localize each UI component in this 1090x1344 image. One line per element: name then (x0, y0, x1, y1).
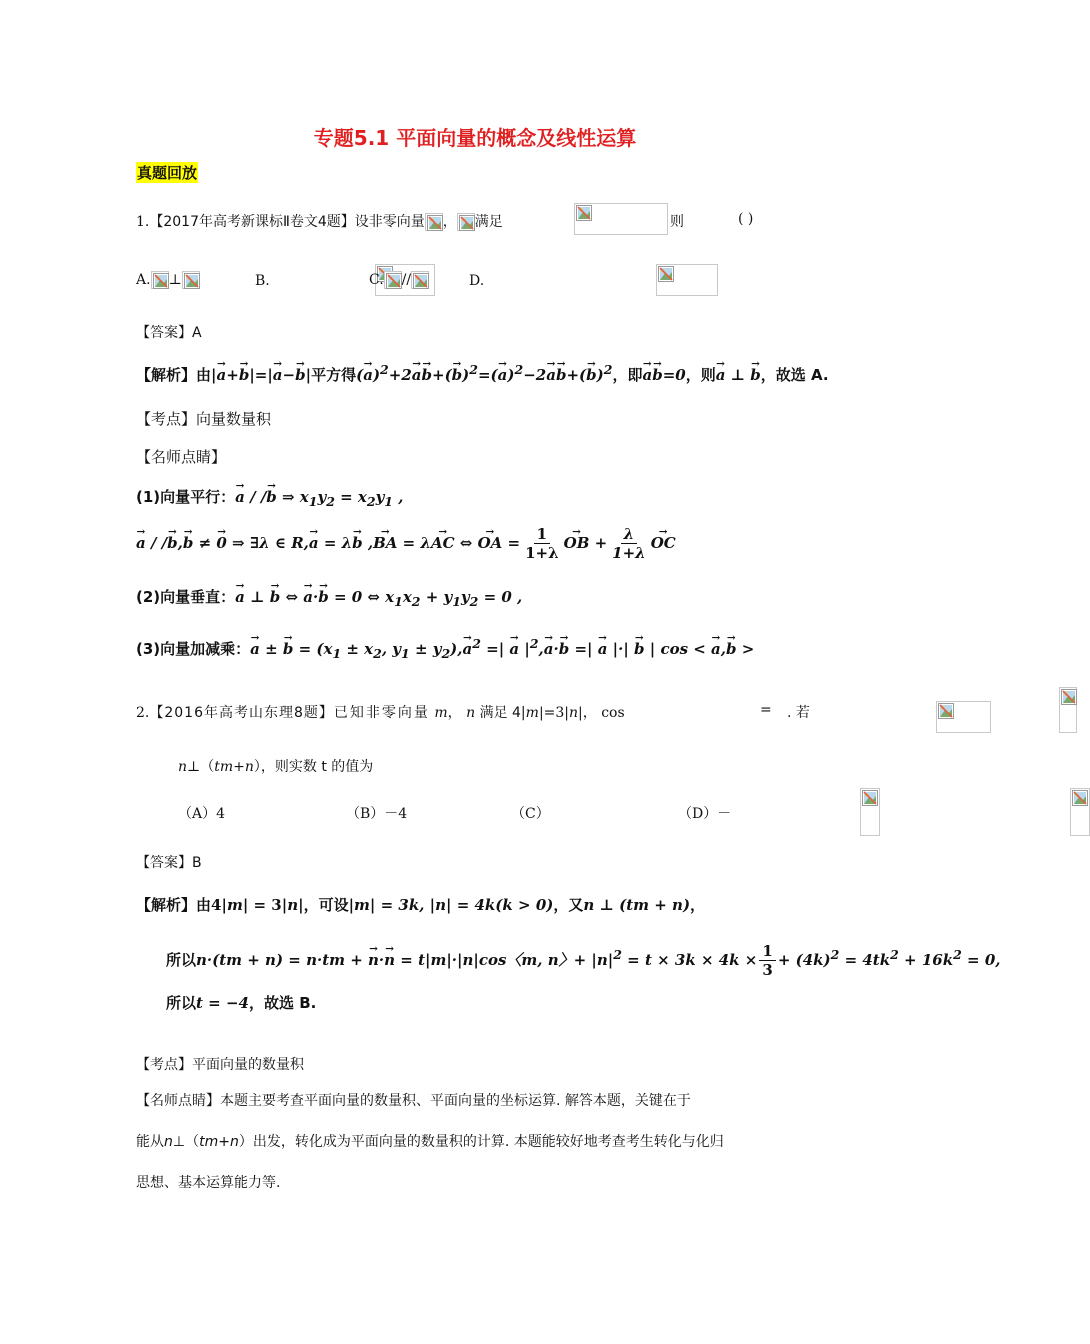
broken-image-icon (574, 203, 668, 235)
q1-answer-paren: ( ) (738, 211, 754, 227)
q2-ruo: . 若 (787, 705, 810, 721)
q2-option-b: （B）－4 (346, 806, 408, 822)
tip-parallel: (1)向量平行：→ a / /→ b ⇒ $x_1y_2 = x_2y_1$ , (136, 486, 403, 509)
broken-image-icon (860, 788, 880, 836)
q1-stem: 1.【2017年高考新课标Ⅱ卷文4题】设非零向量 ， 满足 (136, 214, 503, 230)
q1-option-b-label: B. (255, 273, 270, 289)
section-label: 真题回放 (137, 164, 198, 182)
broken-image-icon (384, 271, 402, 289)
q2-tips-1: 【名师点睛】本题主要考查平面向量的数量积、平面向量的坐标运算. 解答本题，关键在于 (136, 1093, 691, 1109)
q2-answer: 【答案】B (136, 855, 202, 871)
broken-image-icon (411, 271, 429, 289)
q2-stem-line2: n⊥（tm+n），则实数 t 的值为 (178, 759, 374, 775)
broken-image-icon (457, 213, 475, 231)
document-title: 专题5.1 平面向量的概念及线性运算 (313, 126, 637, 150)
q2-tips-2: 能从n⊥（tm+n）出发，转化成为平面向量的数量积的计算. 本题能较好地考查考生转化与化归 (136, 1134, 724, 1150)
tip-parallel-2: → a / /→ b,→ b ≠ → 0 ⇒ ∃λ ∈ R,→ a = λ→ b ,→ BA = λ→ AC ⇔ → OA = $\frac{1}{1+\lambda}$ → OB + $\frac{\lambda}{1+\lambda}$ → OC (136, 525, 676, 562)
q2-option-c-label: （C） (511, 806, 550, 822)
q1-answer: 【答案】A (136, 325, 202, 341)
broken-image-icon (151, 271, 169, 289)
broken-image-icon (656, 264, 718, 296)
q2-analysis-3: 所以t = −4，故选 B. (166, 994, 317, 1012)
q2-analysis-1: 【解析】由4|m| = 3|n|，可设|m| = 3k, |n| = 4k(k > 0)，又n ⊥ (tm + n)， (136, 896, 706, 914)
broken-image-icon (1070, 788, 1090, 836)
q2-equals: = (760, 702, 772, 718)
q2-option-d-label: （D）－ (678, 806, 732, 822)
q1-option-a: A. ⊥ (136, 271, 200, 289)
q1-topic: 【考点】向量数量积 (136, 410, 272, 428)
q1-option-d-label: D. (469, 273, 485, 289)
q2-option-a: （A）4 (178, 806, 226, 822)
broken-image-icon (425, 213, 443, 231)
q1-stem-end: 则 (670, 214, 684, 230)
q2-topic: 【考点】平面向量的数量积 (136, 1057, 304, 1073)
tip-perpendicular: (2)向量垂直：→ a ⊥ → b ⇔ → a·→ b = 0 ⇔ $x_1x_2 + y_1y_2 = 0$ , (136, 586, 522, 609)
q1-option-c: C. // (369, 271, 429, 289)
broken-image-icon (182, 271, 200, 289)
q2-stem: 2.【2016年高考山东理8题】已知非零向量 m， n 满足 4|m|=3|n|， cos (136, 705, 625, 721)
q1-tips-label: 【名师点睛】 (136, 448, 227, 466)
broken-image-icon (1059, 687, 1077, 733)
q2-tips-3: 思想、基本运算能力等. (136, 1175, 281, 1191)
q1-analysis: 【解析】由|→ a+→ b|=|→ a−→ b|平方得(→ $a)^2+2\to a\to b+(\to b)^2=(\to a)^2-2\to a\to b+(\to b)^2$，即→ a→ b=0，则→ a ⊥ → b，故选 A. (136, 362, 829, 385)
tip-add-sub: (3)向量加减乘：→ a ± → $b = (x_1 \pm x_2$, $y_1 \pm y_2),\to a^2$ =| → a $|^2,\to a\cdot\to b$ =| → a |·| → b | cos < → a,→ b > (136, 636, 754, 661)
q2-analysis-2: 所以n·(tm + n) = n·tm + → n·→ n = t|m|·|n|cos〈m, n〉+ $|n|^2 = t \times 3k \times 4k$ × $\frac{1}{3}$ + $(4k)^2 = 4tk^2 + 16k^2 = 0$, (166, 942, 1000, 979)
broken-image-icon (936, 701, 991, 733)
